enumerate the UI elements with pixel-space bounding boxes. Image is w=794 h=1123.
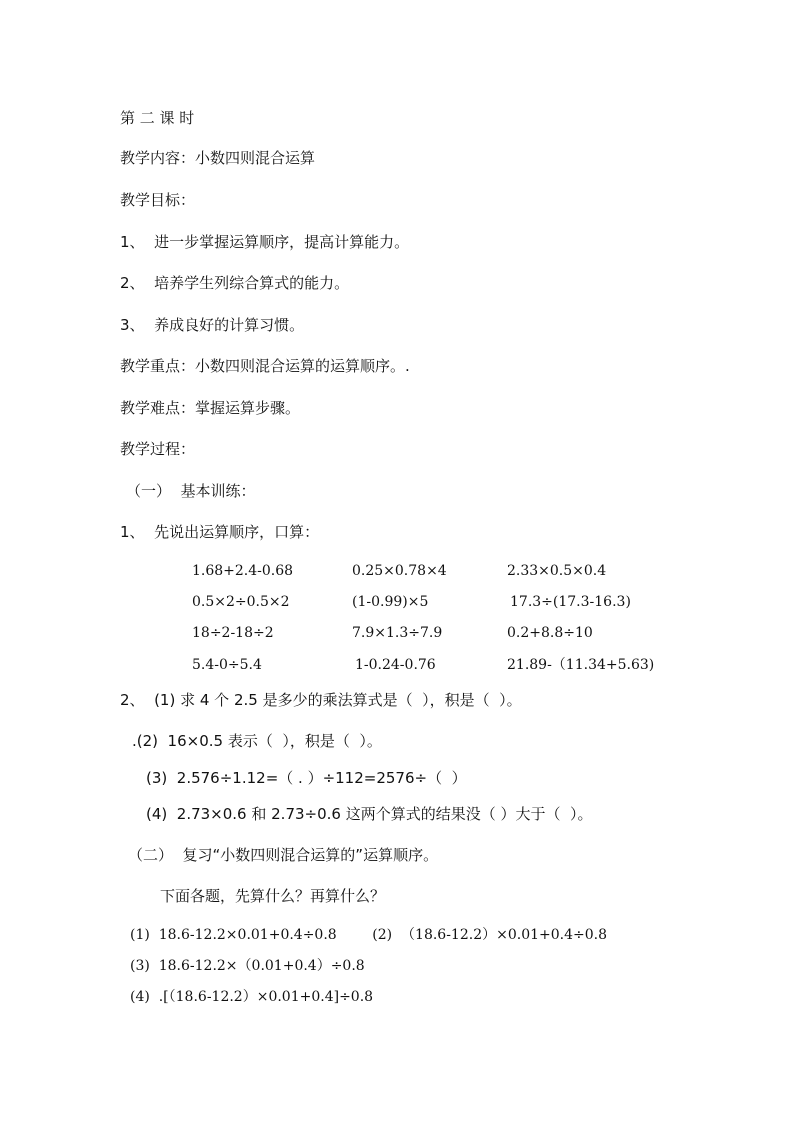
question-two-part-4: (4) 2.73×0.6 和 2.73÷0.6 这两个算式的结果没（ ）大于（ ）。	[146, 805, 593, 823]
section-one-title: （一） 基本训练：	[126, 482, 256, 500]
oral-expression: 21.89-（11.34+5.63)	[507, 657, 655, 673]
section-two-title: （二） 复习“小数四则混合运算的”运算顺序。	[128, 846, 439, 864]
question-two-part-1: 2、 (1) 求 4 个 2.5 是多少的乘法算式是（ ），积是（ ）。	[120, 691, 522, 709]
oral-expression: 0.25×0.78×4	[352, 563, 447, 579]
question-two-part-3: (3) 2.576÷1.12=（ . ）÷112=2576÷（ ）	[146, 769, 467, 787]
question-one: 1、 先说出运算顺序，口算：	[120, 523, 320, 541]
oral-expression: 17.3÷(17.3-16.3)	[510, 594, 631, 610]
exercise-line: (1) 18.6-12.2×0.01+0.4÷0.8 (2) （18.6-12.2）×0.01+0.4÷0.8	[130, 927, 607, 943]
goal-item: 2、 培养学生列综合算式的能力。	[120, 274, 350, 292]
question-two-part-2: .(2) 16×0.5 表示（ ），积是（ ）。	[132, 732, 382, 750]
oral-expression: 5.4-0÷5.4	[192, 657, 262, 673]
oral-expression: 0.5×2÷0.5×2	[192, 594, 290, 610]
oral-expression: 2.33×0.5×0.4	[507, 563, 607, 579]
section-two-prompt: 下面各题，先算什么？再算什么？	[160, 887, 386, 905]
goal-item: 1、 进一步掌握运算顺序，提高计算能力。	[120, 233, 410, 251]
exercise-line: (3) 18.6-12.2×（0.01+0.4）÷0.8	[130, 958, 365, 974]
teaching-content: 教学内容：小数四则混合运算	[120, 149, 316, 167]
exercise-line: (4) .[（18.6-12.2）×0.01+0.4]÷0.8	[130, 989, 374, 1005]
difficulty: 教学难点：掌握运算步骤。	[120, 399, 301, 417]
oral-expression: 1.68+2.4-0.68	[192, 563, 294, 579]
lesson-title: 第 二 课 时	[120, 109, 195, 127]
oral-expression: 7.9×1.3÷7.9	[352, 625, 443, 641]
goals-heading: 教学目标：	[120, 191, 196, 209]
oral-expression: (1-0.99)×5	[352, 594, 429, 610]
process-heading: 教学过程：	[120, 440, 196, 458]
goal-item: 3、 养成良好的计算习惯。	[120, 316, 305, 334]
oral-expression: 18÷2-18÷2	[192, 625, 274, 641]
oral-expression: 1-0.24-0.76	[355, 657, 436, 673]
key-point: 教学重点：小数四则混合运算的运算顺序。.	[120, 357, 410, 375]
oral-expression: 0.2+8.8÷10	[507, 625, 593, 641]
